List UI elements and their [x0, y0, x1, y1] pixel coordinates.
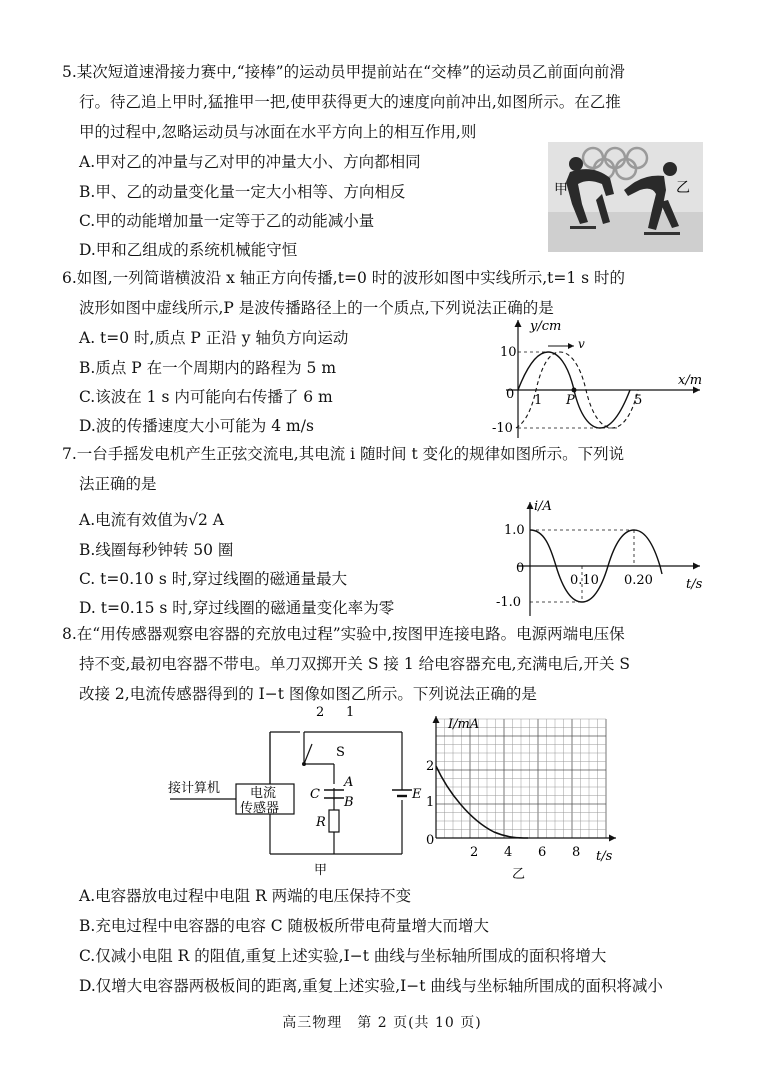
q5-photo-label-jia: 甲 — [554, 182, 568, 198]
q6-wave-graph — [488, 312, 708, 444]
q6-velocity-label: v — [578, 337, 585, 351]
q8-circuit-node-1: 1 — [346, 705, 355, 720]
q8-stem-line1: 8.在“用传感器观察电容器的充放电过程”实验中,按图甲连接电路。电源两端电压保 — [62, 625, 625, 643]
page-footer: 高三物理 第 2 页(共 10 页) — [282, 1015, 482, 1031]
q8-current-time-graph — [420, 712, 620, 880]
q7-tick-t2: 0.20 — [624, 573, 653, 588]
q7-axis-x-label: t/s — [686, 577, 703, 592]
q8-circuit-plate-a: A — [344, 775, 354, 790]
q8-circuit-capacitor-label: C — [310, 787, 320, 802]
q6-tick-x5: 5 — [634, 393, 643, 408]
q8-stem-line3: 改接 2,电流传感器得到的 I−t 图像如图乙所示。下列说法正确的是 — [79, 685, 537, 703]
q8-graph-tick-x4: 4 — [504, 845, 513, 860]
q8-graph-axis-y-label: I/mA — [448, 717, 480, 732]
q8-option-a: A.电容器放电过程中电阻 R 两端的电压保持不变 — [79, 887, 412, 905]
q7-stem-line2: 法正确的是 — [79, 475, 157, 493]
q8-circuit-computer-label: 接计算机 — [168, 781, 221, 796]
q5-photo-label-yi: 乙 — [676, 180, 690, 196]
q6-option-d: D.波的传播速度大小可能为 4 m/s — [79, 417, 314, 435]
q7-tick-origin: 0 — [516, 561, 525, 576]
q8-graph-tick-y2: 2 — [426, 759, 435, 774]
q7-current-graph — [490, 496, 710, 618]
q6-tick-y-top: 10 — [500, 345, 517, 360]
q6-tick-origin: 0 — [506, 387, 515, 402]
q7-option-c: C. t=0.10 s 时,穿过线圈的磁通量最大 — [79, 570, 348, 588]
q8-stem-line2: 持不变,最初电容器不带电。单刀双掷开关 S 接 1 给电容器充电,充满电后,开关 S — [79, 655, 631, 673]
q5-skating-photo — [548, 142, 703, 252]
q5-stem-line1: 5.某次短道速滑接力赛中,“接棒”的运动员甲提前站在“交棒”的运动员乙前面向前滑 — [62, 63, 625, 81]
q8-circuit-caption: 甲 — [314, 863, 328, 878]
q7-option-d: D. t=0.15 s 时,穿过线圈的磁通量变化率为零 — [79, 599, 395, 617]
q6-stem-line2: 波形如图中虚线所示,P 是波传播路径上的一个质点,下列说法正确的是 — [79, 299, 554, 317]
q5-option-c: C.甲的动能增加量一定等于乙的动能减小量 — [79, 212, 375, 230]
q6-option-c: C.该波在 1 s 内可能向右传播了 6 m — [79, 388, 333, 406]
q7-option-a: A.电流有效值为√2 A — [79, 511, 224, 529]
q8-graph-tick-origin: 0 — [426, 833, 435, 848]
q8-option-d: D.仅增大电容器两极板间的距离,重复上述实验,I−t 曲线与坐标轴所围成的面积将减小 — [79, 977, 663, 995]
q7-tick-y-bottom: -1.0 — [496, 595, 522, 610]
q5-stem-line3: 甲的过程中,忽略运动员与冰面在水平方向上的相互作用,则 — [79, 123, 477, 141]
q6-tick-x1: 1 — [534, 393, 543, 408]
q8-circuit-sensor-label-2: 传感器 — [240, 801, 280, 816]
q5-option-d: D.甲和乙组成的系统机械能守恒 — [79, 241, 298, 259]
q8-graph-tick-y1: 1 — [426, 795, 435, 810]
q8-graph-tick-x8: 8 — [572, 845, 581, 860]
q6-option-b: B.质点 P 在一个周期内的路程为 5 m — [79, 359, 337, 377]
q8-circuit-switch-label: S — [336, 745, 345, 760]
q6-axis-x-label: x/m — [678, 373, 703, 388]
q8-option-c: C.仅减小电阻 R 的阻值,重复上述实验,I−t 曲线与坐标轴所围成的面积将增大 — [79, 947, 607, 965]
q5-stem-line2: 行。待乙追上甲时,猛推甲一把,使甲获得更大的速度向前冲出,如图所示。在乙推 — [79, 93, 621, 111]
q8-option-b: B.充电过程中电容器的电容 C 随极板所带电荷量增大而增大 — [79, 917, 490, 935]
q6-tick-y-bottom: -10 — [492, 421, 513, 436]
q8-graph-tick-x2: 2 — [470, 845, 479, 860]
q5-option-b: B.甲、乙的动量变化量一定大小相等、方向相反 — [79, 183, 406, 201]
q8-circuit-node-2: 2 — [316, 705, 325, 720]
q8-circuit-battery-label: E — [412, 787, 422, 802]
q8-circuit-sensor-label-1: 电流 — [250, 786, 277, 801]
q8-graph-tick-x6: 6 — [538, 845, 547, 860]
q8-graph-caption: 乙 — [512, 867, 526, 880]
q7-axis-y-label: i/A — [534, 499, 552, 514]
q7-stem-line1: 7.一台手摇发电机产生正弦交流电,其电流 i 随时间 t 变化的规律如图所示。下列说 — [62, 445, 625, 463]
q8-circuit-diagram — [160, 704, 426, 880]
q8-graph-grid — [436, 719, 606, 838]
q8-circuit-plate-b: B — [344, 795, 354, 810]
q7-option-b: B.线圈每秒钟转 50 圈 — [79, 541, 234, 559]
q6-point-p-label: P — [566, 393, 575, 408]
q6-stem-line1: 6.如图,一列简谐横波沿 x 轴正方向传播,t=0 时的波形如图中实线所示,t=1 s 时的 — [62, 269, 626, 287]
q7-tick-t1: 0.10 — [570, 573, 599, 588]
q6-option-a: A. t=0 时,质点 P 正沿 y 轴负方向运动 — [79, 329, 349, 347]
q6-axis-y-label: y/cm — [530, 319, 562, 334]
q8-circuit-resistor-label: R — [316, 815, 326, 830]
q7-tick-y-top: 1.0 — [504, 523, 525, 538]
q8-graph-axis-x-label: t/s — [596, 849, 613, 864]
q5-option-a: A.甲对乙的冲量与乙对甲的冲量大小、方向都相同 — [79, 153, 421, 171]
